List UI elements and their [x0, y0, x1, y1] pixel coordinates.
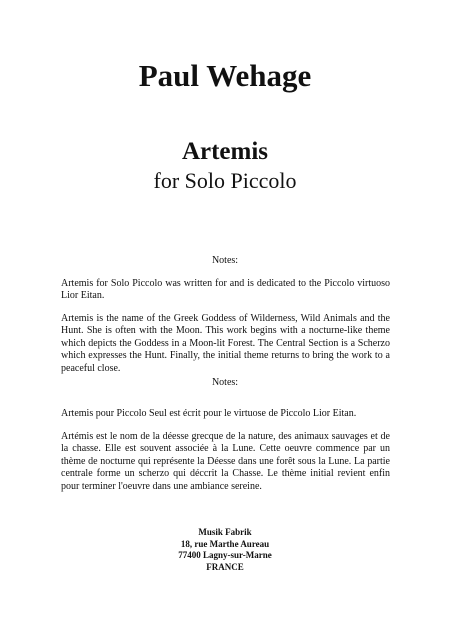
notes-french-paragraph-description: Artémis est le nom de la déesse grecque de la nature, des animaux sauvages et de la chasse. Elle est souvent associée à la Lune. Cette oeuvre commence par un thème de nocturne qui représente la Déesse dans une forêt sous la Lune. La partie centrale forme un scherzo qui déccrit la Chasse. Le thème initial revient enfin pour terminer l'oeuvre dans une ambiance sereine.	[61, 431, 390, 492]
notes-heading-english: Notes:	[211, 255, 239, 266]
notes-heading-french: Notes:	[211, 377, 239, 388]
publisher-name: Musik Fabrik	[198, 527, 252, 537]
work-subtitle: for Solo Piccolo	[153, 168, 297, 193]
notes-english-paragraph-dedication: Artemis for Solo Piccolo was written for and is dedicated to the Piccolo virtuoso Lior Eitan.	[61, 278, 390, 302]
publisher-street: 18, rue Marthe Aureau	[180, 538, 270, 549]
work-title: Artemis	[181, 138, 269, 165]
publisher-city: 77400 Lagny-sur-Marne	[178, 550, 272, 560]
publisher-address	[0, 527, 450, 573]
notes-english-paragraph-description: Artemis is the name of the Greek Goddess of Wilderness, Wild Animals and the Hunt. She is often with the Moon. This work begins with a nocturne-like theme which depicts the Goddess in a Moon-lit Forest. The Central Section is a Scherzo which expresses the Hunt. Finally, the initial theme returns to bring the work to a peaceful close.	[61, 313, 390, 374]
publisher-country: FRANCE	[206, 561, 244, 572]
notes-french-paragraph-dedication: Artemis pour Piccolo Seul est écrit pour le virtuose de Piccolo Lior Eitan.	[61, 408, 357, 419]
composer-name: Paul Wehage	[138, 58, 312, 93]
